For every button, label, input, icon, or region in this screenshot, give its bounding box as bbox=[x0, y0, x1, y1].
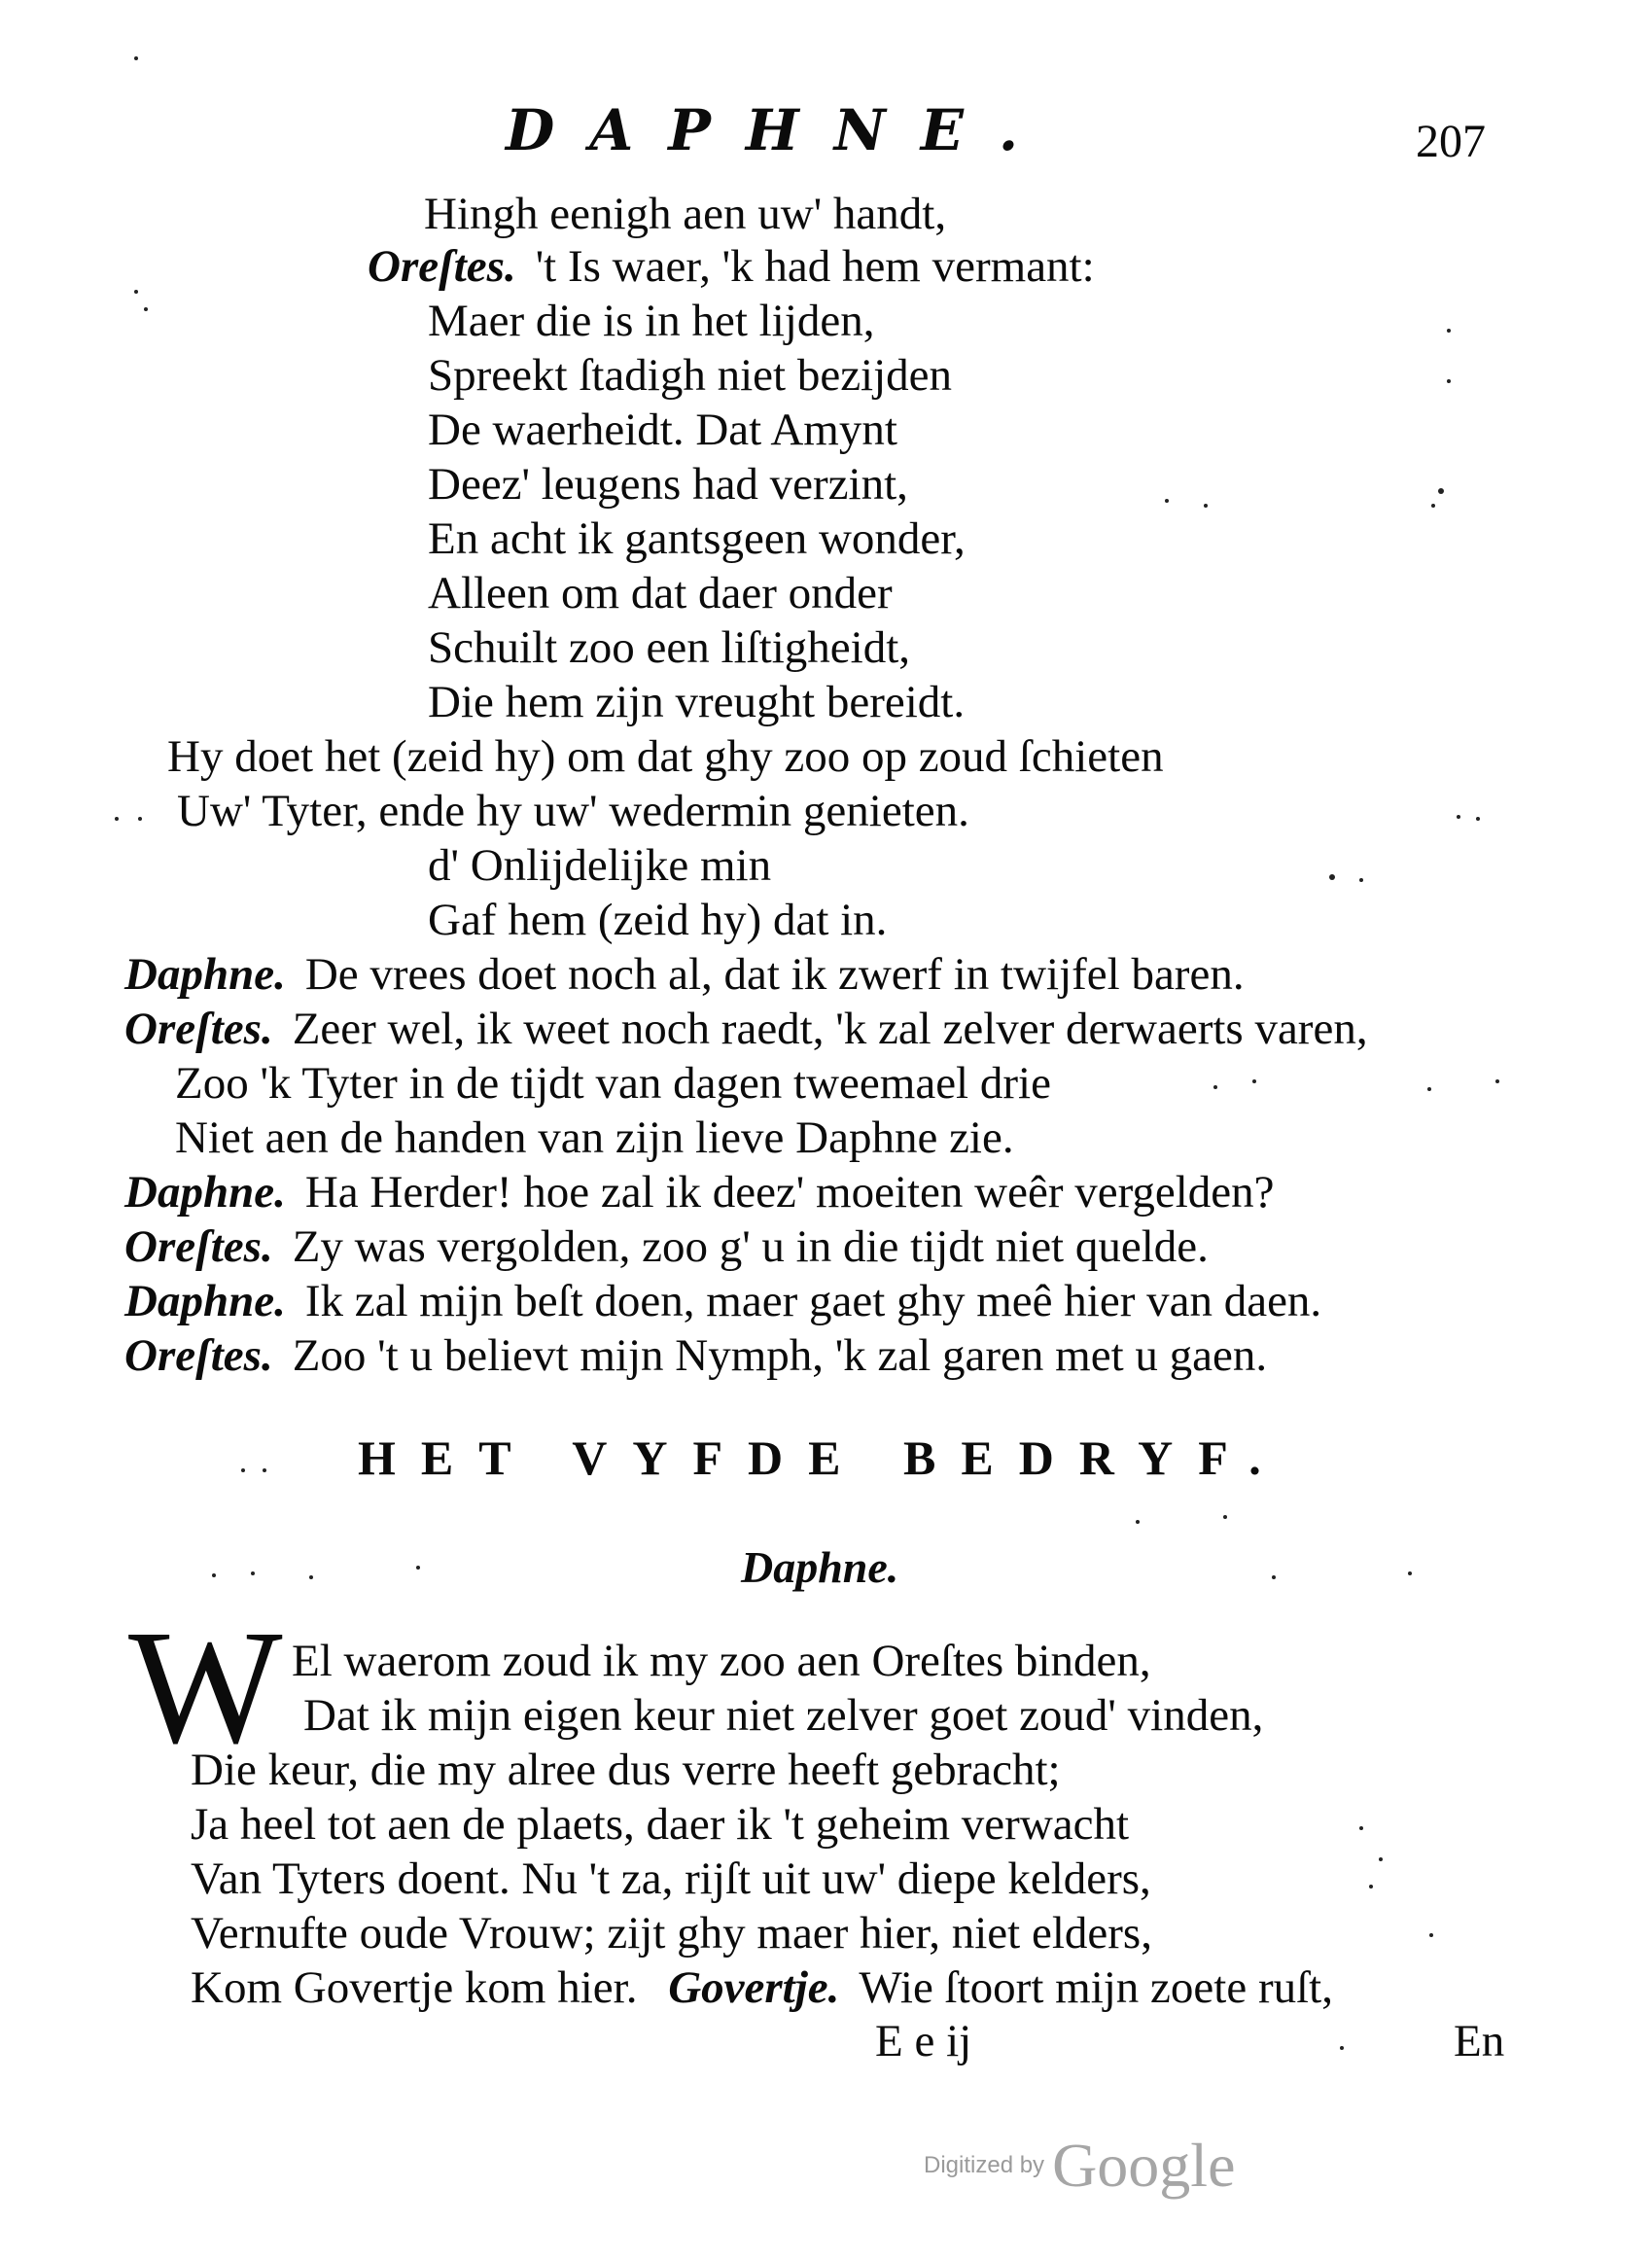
watermark-prefix: Digitized by bbox=[924, 2152, 1045, 2178]
verse-text: Spreekt ſtadigh niet bezijden bbox=[428, 350, 953, 401]
speaker-name: Oreſtes. bbox=[124, 1221, 273, 1272]
verse-text: Alleen om dat daer onder bbox=[428, 568, 893, 618]
verse-text: Deez' leugens had verzint, bbox=[428, 459, 908, 510]
verse-text: 't Is waer, 'k had hem vermant: bbox=[535, 241, 1095, 292]
verse-text: Die keur, die my alree dus verre heeft gebracht; bbox=[191, 1745, 1061, 1795]
verse-text: Niet aen de handen van zijn lieve Daphne zie. bbox=[175, 1112, 1014, 1163]
verse-text: Wie ſtoort mijn zoete ruſt, bbox=[859, 1962, 1333, 2013]
verse-text: Ja heel tot aen de plaets, daer ik 't geheim verwacht bbox=[191, 1799, 1130, 1850]
speaker-name: Oreſtes. bbox=[124, 1004, 273, 1054]
verse-text: En acht ik gantsgeen wonder, bbox=[428, 513, 966, 564]
page-number: 207 bbox=[1416, 116, 1486, 167]
scene-speaker: Daphne. bbox=[741, 1542, 899, 1592]
speaker-name: Daphne. bbox=[124, 1276, 286, 1326]
verse-text: Kom Govertje kom hier. bbox=[191, 1962, 638, 2013]
speaker-name: Oreſtes. bbox=[368, 241, 516, 292]
verse-text: Ha Herder! hoe zal ik deez' moeiten weêr vergelden? bbox=[304, 1167, 1275, 1218]
verse-text: Dat ik mijn eigen keur niet zelver goet zoud' vinden, bbox=[303, 1690, 1264, 1741]
running-title: DAPHNE. bbox=[506, 97, 1054, 163]
verse-text: Zoo 'k Tyter in de tijdt van dagen tweemael drie bbox=[175, 1058, 1051, 1109]
verse-text: De waerheidt. Dat Amynt bbox=[428, 405, 897, 455]
verse-text: Ik zal mijn beſt doen, maer gaet ghy meê hier van daen. bbox=[304, 1276, 1322, 1326]
verse-text: El waerom zoud ik my zoo aen Oreſtes binden, bbox=[292, 1636, 1151, 1686]
verse-text: Uw' Tyter, ende hy uw' wedermin genieten. bbox=[177, 786, 969, 836]
verse-text: Van Tyters doent. Nu 't za, rijſt uit uw' diepe kelders, bbox=[191, 1853, 1151, 1904]
verse-text: Hingh eenigh aen uw' handt, bbox=[424, 189, 947, 239]
verse-text: Maer die is in het lijden, bbox=[428, 296, 875, 346]
speaker-name: Daphne. bbox=[124, 949, 286, 1000]
watermark-logo: Google bbox=[1052, 2131, 1236, 2200]
act-heading: HET VYFDE BEDRYF. bbox=[358, 1430, 1286, 1485]
speaker-name: Daphne. bbox=[124, 1167, 286, 1218]
verse-text: Gaf hem (zeid hy) dat in. bbox=[428, 895, 888, 945]
speaker-name: Govertje. bbox=[668, 1962, 840, 2013]
speaker-name: Oreſtes. bbox=[124, 1330, 273, 1381]
verse-text: Hy doet het (zeid hy) om dat ghy zoo op zoud ſchieten bbox=[167, 731, 1164, 782]
verse-text: Zy was vergolden, zoo g' u in die tijdt niet quelde. bbox=[292, 1221, 1209, 1272]
signature-mark: E e ij bbox=[875, 2016, 972, 2066]
verse-text: Die hem zijn vreught bereidt. bbox=[428, 677, 966, 727]
verse-text: De vrees doet noch al, dat ik zwerf in twijfel baren. bbox=[304, 949, 1245, 1000]
verse-text: d' Onlijdelijke min bbox=[428, 840, 772, 891]
verse-text: Zoo 't u believt mijn Nymph, 'k zal garen met u gaen. bbox=[292, 1330, 1268, 1381]
drop-cap-initial: W bbox=[128, 1597, 283, 1778]
verse-text: Zeer wel, ik weet noch raedt, 'k zal zelver derwaerts varen, bbox=[292, 1004, 1368, 1054]
catchword: En bbox=[1454, 2016, 1505, 2066]
verse-text: Schuilt zoo een liſtigheidt, bbox=[428, 622, 911, 673]
verse-text: Vernufte oude Vrouw; zijt ghy maer hier, niet elders, bbox=[191, 1908, 1152, 1959]
